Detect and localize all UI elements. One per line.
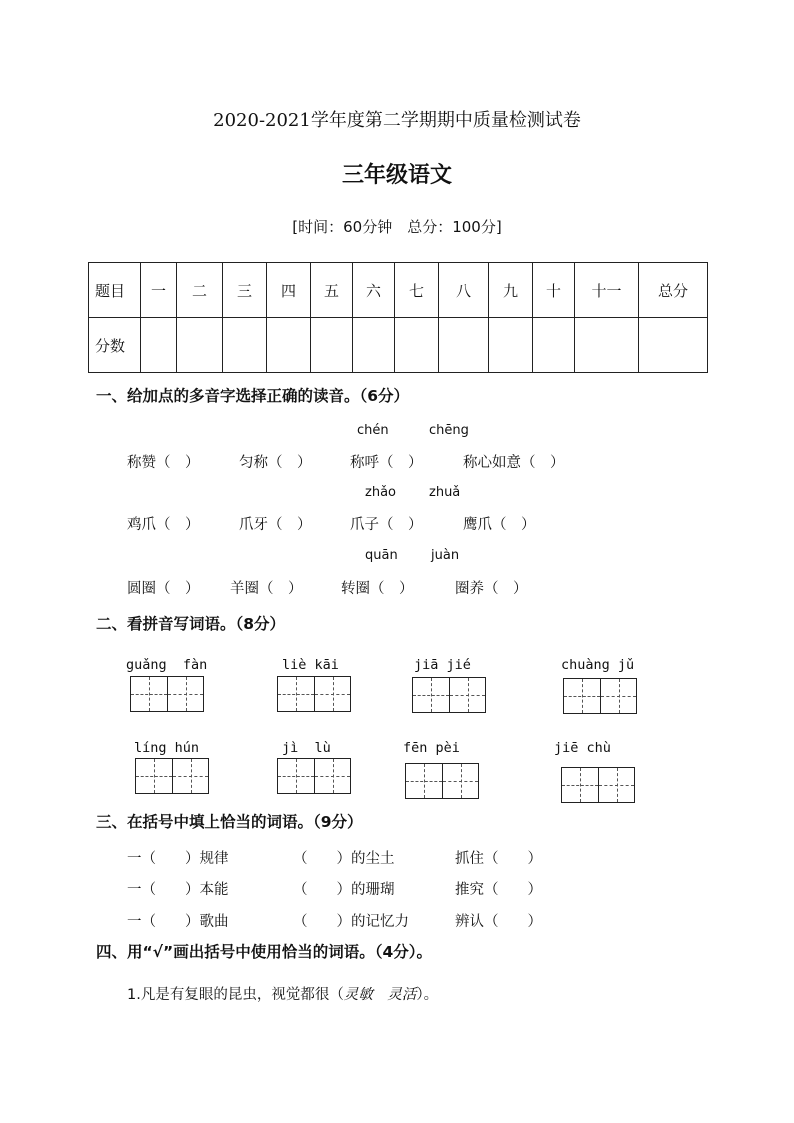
score-table-score-row: [89, 318, 708, 373]
grade-subject-title: 三年级语文: [341, 163, 452, 188]
score-cell[interactable]: [223, 318, 267, 373]
pinyin-word: chuàng jǔ: [561, 657, 635, 673]
list-item: 鹰爪（ ）: [463, 517, 536, 533]
section1-title: 一、给加点的多音字选择正确的读音。（6分）: [96, 387, 410, 405]
score-cell[interactable]: [395, 318, 439, 373]
score-cell[interactable]: [575, 318, 639, 373]
pinyin-word: fēn pèi: [403, 740, 460, 756]
score-cell[interactable]: [533, 318, 575, 373]
table-cell: 十一: [575, 263, 639, 318]
table-cell: 八: [439, 263, 489, 318]
list-item: 推究（ ）: [455, 882, 542, 898]
list-item: 爪子（ ）: [350, 517, 423, 533]
pinyin-word: jì lù: [282, 740, 331, 756]
list-item: 辨认（ ）: [455, 914, 542, 930]
list-item: 一（ ）规律: [127, 851, 229, 867]
pinyin-word: jiā jié: [414, 657, 471, 673]
score-cell[interactable]: [439, 318, 489, 373]
section3-title: 三、在括号中填上恰当的词语。（9分）: [96, 813, 363, 831]
question-1-prefix: 1.凡是有复眼的昆虫，视觉都很（: [127, 987, 344, 1003]
pinyin-word: líng hún: [134, 740, 200, 756]
section2-title: 二、看拼音写词语。（8分）: [96, 615, 286, 633]
pinyin-word: liè kāi: [282, 657, 339, 673]
pinyin-option: chēng: [429, 423, 469, 438]
score-table: [88, 262, 708, 373]
writing-grid[interactable]: [563, 678, 637, 714]
list-item: 圆圈（ ）: [127, 581, 200, 597]
pinyin-option: juàn: [431, 548, 460, 563]
writing-grid[interactable]: [561, 767, 635, 803]
list-item: 称心如意（ ）: [463, 455, 565, 471]
writing-grid[interactable]: [405, 763, 479, 799]
table-cell: 六: [353, 263, 395, 318]
question-1-choices[interactable]: 灵敏 灵活: [343, 987, 417, 1003]
table-cell: 一: [141, 263, 177, 318]
table-cell: 五: [311, 263, 353, 318]
pinyin-word: jiē chù: [554, 740, 611, 756]
question-1: [127, 983, 438, 1004]
score-cell[interactable]: [141, 318, 177, 373]
table-cell: 二: [177, 263, 223, 318]
list-item: 鸡爪（ ）: [127, 517, 200, 533]
list-item: 圈养（ ）: [455, 581, 528, 597]
list-item: 称赞（ ）: [127, 455, 200, 471]
score-cell[interactable]: [639, 318, 708, 373]
score-cell[interactable]: [489, 318, 533, 373]
score-cell[interactable]: [177, 318, 223, 373]
section4-title: 四、用“√”画出括号中使用恰当的词语。（4分）。: [96, 943, 432, 961]
list-item: 匀称（ ）: [239, 455, 312, 471]
pinyin-word: guǎng fàn: [126, 657, 208, 673]
list-item: （ ）的珊瑚: [293, 882, 395, 898]
list-item: （ ）的尘土: [293, 851, 395, 867]
table-cell: 十: [533, 263, 575, 318]
pinyin-option: chén: [357, 423, 389, 438]
list-item: 一（ ）歌曲: [127, 914, 229, 930]
exam-title: 2020-2021学年度第二学期期中质量检测试卷: [213, 110, 581, 131]
list-item: 爪牙（ ）: [239, 517, 312, 533]
list-item: 转圈（ ）: [341, 581, 414, 597]
score-cell[interactable]: [267, 318, 311, 373]
list-item: （ ）的记忆力: [293, 914, 409, 930]
list-item: 称呼（ ）: [350, 455, 423, 471]
list-item: 一（ ）本能: [127, 882, 229, 898]
table-cell: 分数: [89, 318, 141, 373]
score-cell[interactable]: [311, 318, 353, 373]
table-cell: 题目: [89, 263, 141, 318]
score-cell[interactable]: [353, 318, 395, 373]
writing-grid[interactable]: [277, 676, 351, 712]
question-1-suffix: ）。: [416, 987, 439, 1003]
table-cell: 总分: [639, 263, 708, 318]
time-info: [时间：60分钟 总分：100分]: [292, 218, 502, 236]
table-cell: 四: [267, 263, 311, 318]
list-item: 羊圈（ ）: [230, 581, 303, 597]
score-table-header-row: [89, 263, 708, 318]
writing-grid[interactable]: [277, 758, 351, 794]
list-item: 抓住（ ）: [455, 851, 542, 867]
writing-grid[interactable]: [130, 676, 204, 712]
table-cell: 九: [489, 263, 533, 318]
writing-grid[interactable]: [412, 677, 486, 713]
pinyin-option: quān: [365, 548, 398, 563]
writing-grid[interactable]: [135, 758, 209, 794]
pinyin-option: zhuǎ: [429, 485, 461, 500]
table-cell: 三: [223, 263, 267, 318]
pinyin-option: zhǎo: [365, 485, 396, 500]
table-cell: 七: [395, 263, 439, 318]
